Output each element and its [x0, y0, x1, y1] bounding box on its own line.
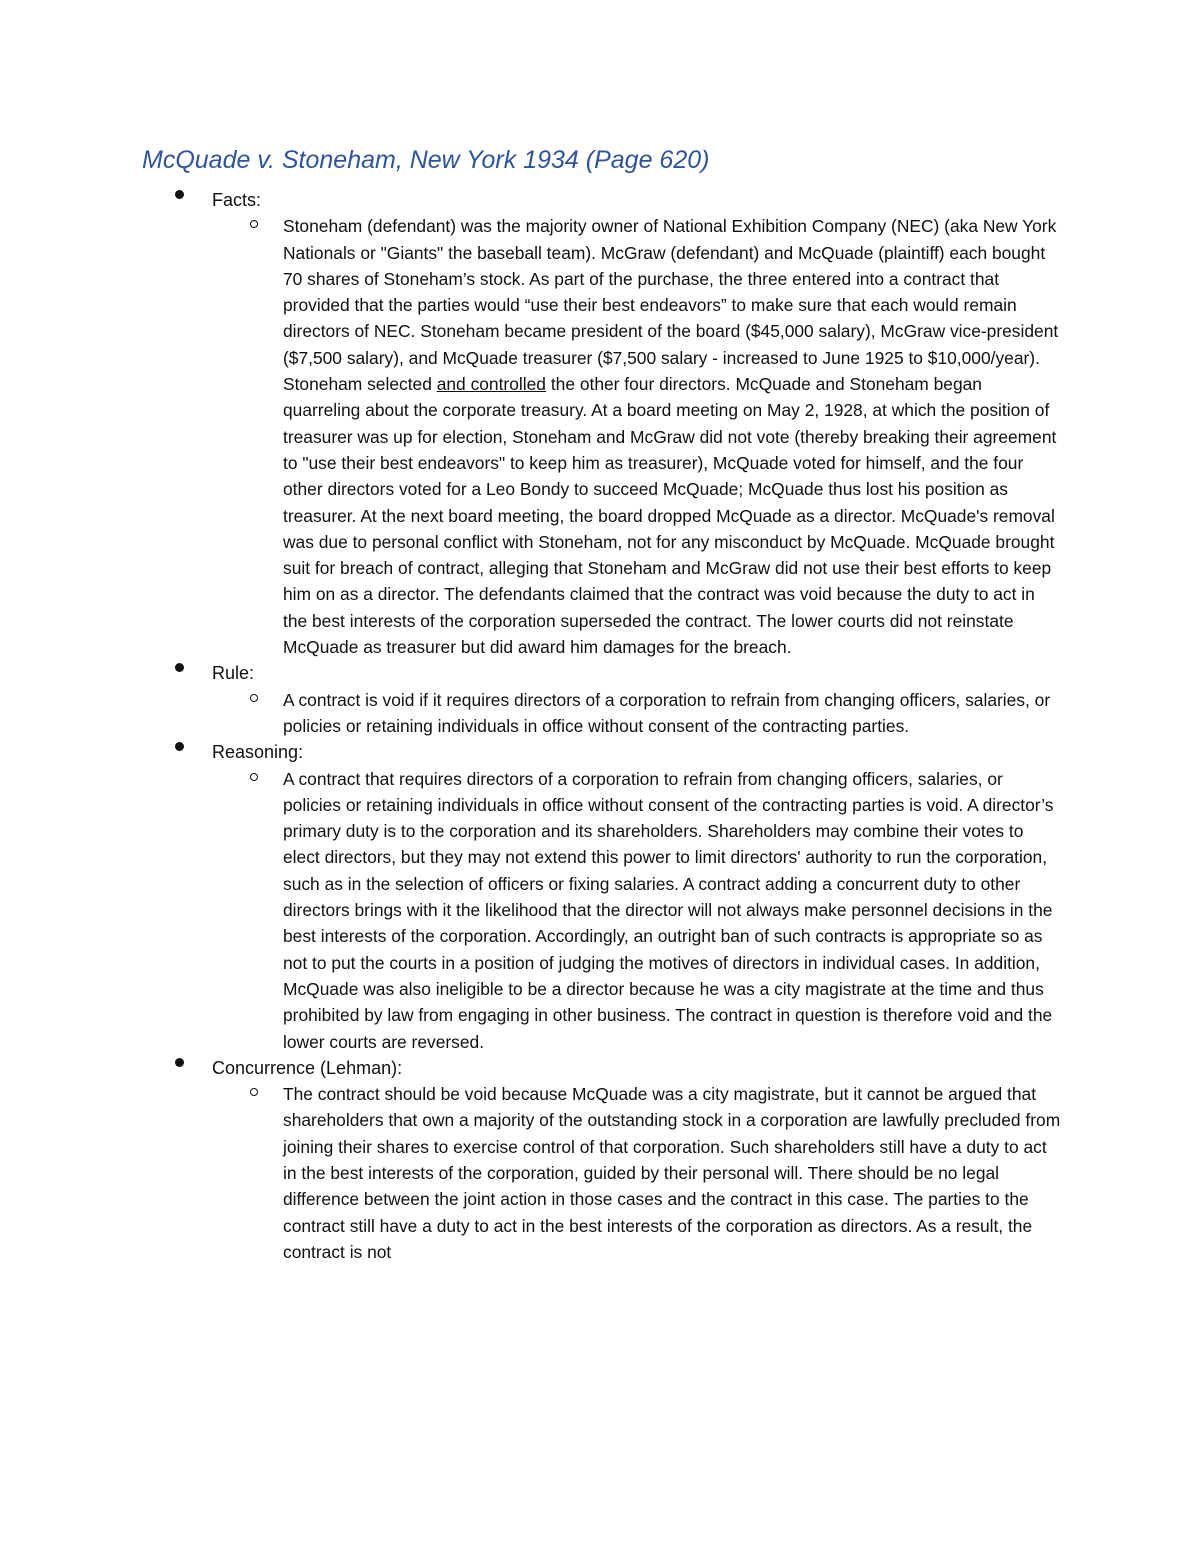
sub-list — [0, 687, 1200, 740]
sub-list — [0, 766, 1200, 1055]
section-label: Rule: — [212, 663, 255, 684]
facts-paragraph — [283, 213, 1063, 660]
case-title: McQuade v. Stoneham, New York 1934 (Page 620) — [142, 146, 710, 174]
section-reasoning — [0, 739, 1200, 1055]
bullet-icon — [175, 663, 184, 672]
underlined-phrase: and controlled — [436, 374, 546, 395]
circle-bullet-icon — [250, 220, 258, 228]
section-label: Facts: — [212, 190, 262, 210]
circle-bullet-icon — [250, 694, 258, 702]
section-concurrence — [0, 1055, 1200, 1265]
sub-item — [0, 1081, 1200, 1265]
sub-item — [0, 687, 1200, 740]
circle-bullet-icon — [250, 1088, 258, 1096]
sub-item — [0, 213, 1200, 660]
sub-list — [0, 1081, 1200, 1265]
bullet-icon — [175, 742, 184, 751]
section-rule — [0, 660, 1200, 739]
facts-text-start: Stoneham (defendant) was the majority owner of National Exhibition Company (NEC) (aka New York Nationals or "Giants" the baseball team). McGraw (defendant) and McQuade (plaintiff) each bought 70 shares of Stoneham’s stock. As part of the purchase, the three entered into a contract that provided that the parties would “use their best endeavors” to make sure that each would remain directors of NEC. Stoneham became president of the board ($45,000 salary), McGraw vice-president ($7,500 salary), and McQuade treasurer ($7,500 salary - increased to June 1925 to $10,000/year). Stoneham selected — [283, 216, 1059, 395]
section-label: Concurrence (Lehman): — [212, 1057, 403, 1078]
reasoning-paragraph: A contract that requires directors of a corporation to refrain from changing officers, salaries, or policies or retaining individuals in office without consent of the contracting parties is void. A director’s primary duty is to the corporation and its shareholders. Shareholders may combine their votes to elect directors, but they may not extend this power to limit directors' authority to run the corporation, such as in the selection of officers or fixing salaries. A contract adding a concurrent duty to other directors brings with it the likelihood that the director will not always make personnel decisions in the best interests of the corporation. Accordingly, an outright ban of such contracts is appropriate so as not to put the courts in a position of judging the motives of directors in individual cases. In addition, McQuade was also ineligible to be a director because he was a city magistrate at the time and thus prohibited by law from engaging in other business. The contract in question is therefore void and the lower courts are reversed. — [283, 768, 1054, 1052]
sub-list — [0, 213, 1200, 660]
case-outline — [0, 187, 1200, 1265]
bullet-icon — [175, 1058, 184, 1067]
section-label: Reasoning: — [212, 742, 304, 763]
circle-bullet-icon — [250, 773, 258, 781]
facts-text-end: the other four directors. McQuade and Stoneham began quarreling about the corporate treasury. At a board meeting on May 2, 1928, at which the position of treasurer was up for election, Stoneham and McGraw did not vote (thereby breaking their agreement to "use their best endeavors" to keep him as treasurer), McQuade voted for himself, and the four other directors voted for a Leo Bondy to succeed McQuade; McQuade thus lost his position as treasurer. At the next board meeting, the board dropped McQuade as a director. McQuade's removal was due to personal conflict with Stoneham, not for any misconduct by McQuade. McQuade brought suit for breach of contract, alleging that Stoneham and McGraw did not use their best efforts to keep him on as a director. The defendants claimed that the contract was void because the duty to act in the best interests of the corporation superseded the contract. The lower courts did not reinstate McQuade as treasurer but did award him damages for the breach. — [283, 374, 1057, 658]
section-facts — [0, 187, 1200, 660]
concurrence-paragraph: The contract should be void because McQuade was a city magistrate, but it cannot be argued that shareholders that own a majority of the outstanding stock in a corporation are lawfully precluded from joining their shares to exercise control of that corporation. Such shareholders still have a duty to act in the best interests of the corporation, guided by their personal will. There should be no legal difference between the joint action in those cases and the contract in this case. The parties to the contract still have a duty to act in the best interests of the corporation as directors. As a result, the contract is not — [283, 1084, 1061, 1262]
sub-item — [0, 766, 1200, 1055]
rule-paragraph: A contract is void if it requires directors of a corporation to refrain from changing officers, salaries, or policies or retaining individuals in office without consent of the contracting parties. — [283, 689, 1051, 736]
bullet-icon — [175, 190, 184, 199]
